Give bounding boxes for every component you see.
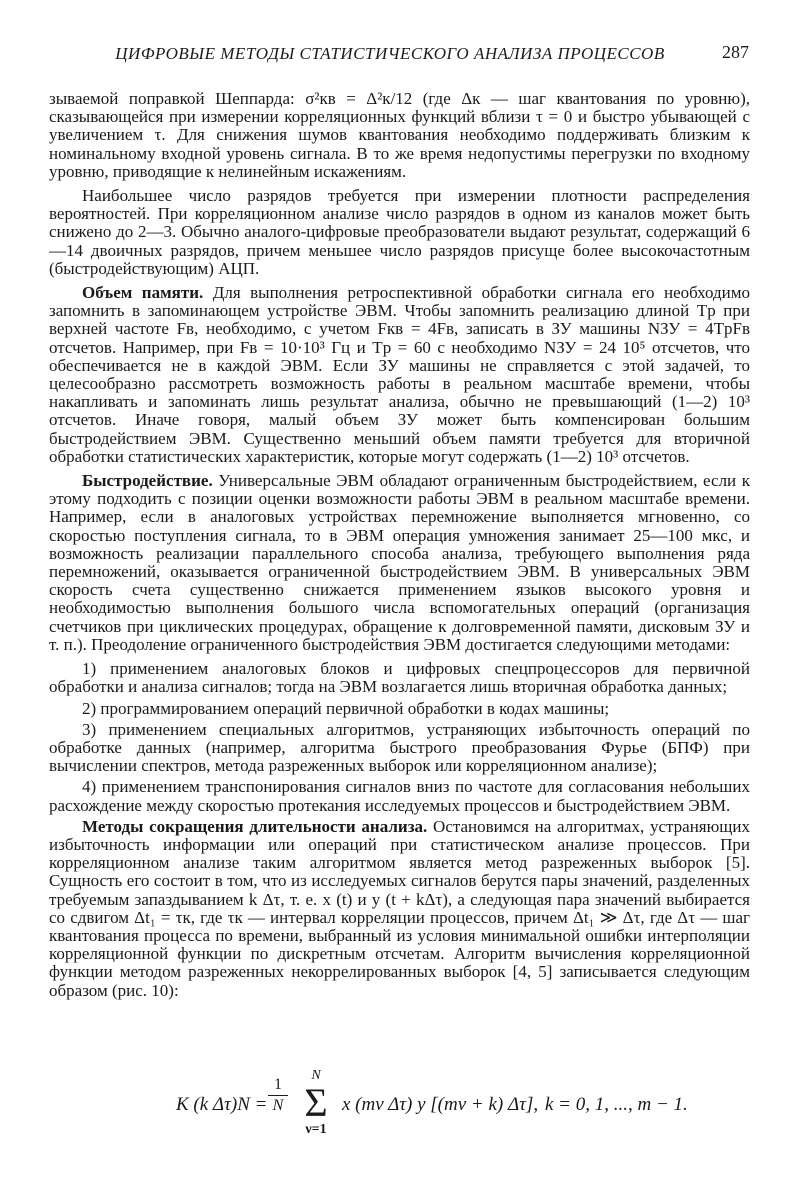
list-item: 3) применением специальных алгоритмов, устраняющих избыточность операций по обработке данных (например, алгоритма быстрого преобразования Фурье (БПФ) при вычислении спектров, метода разреженных выборок или корреляционном анализе); — [49, 719, 750, 776]
paragraph-sheppard: зываемой поправкой Шеппарда: σ²кв = Δ²к/12 (где Δк — шаг квантования по уровню), сказывающейся при измерении корреляционных функций вблизи τ = 0 и быстро убывающей с увеличением τ. Для снижения шумов квантования необходимо поддерживать близким к номинальному входной уровень сигнала. В то же время недопустимы перегрузки по входному уровню, приводящие к нелинейным искажениям. — [49, 89, 750, 181]
list-item: 4) применением транспонирования сигналов вниз по частоте для согласования небольших расхождение между скоростью протекания исследуемых процессов и быстродействием ЭВМ. — [49, 777, 750, 815]
paragraph-memory-text: Для выполнения ретроспективной обработки сигнала его необходимо запомнить в запоминающем устройстве ЭВМ. Чтобы запомнить реализацию длиной Tр при верхней частоте Fв, необходимо, с учетом Fкв = 4Fв, записать в ЗУ машины NЗУ = 4TрFв отсчетов. Например, при Fв = 10·10³ Гц и Tр = 60 с необходимо NЗУ = 24 10⁵ отсчетов, что обеспечивается не в каждой ЭВМ. Если ЗУ машины не справляется с этой задачей, то целесообразно рассмотреть возможность работы в реальном масштабе времени, чтобы накапливать и запоминать лишь результат анализа, обычно не превышающий (1—2) 10³ отсчетов. Иначе говоря, малый объем ЗУ может быть компенсирован большим быстродействием ЭВМ. Существенно меньший объем памяти требуется для вторичной обработки статистических характеристик, которые могут содержать (1—2) 10³ отсчетов. — [49, 283, 750, 466]
sum-lower-limit: ν=1 — [305, 1122, 327, 1137]
paragraph-speed — [49, 472, 750, 654]
heading-speed: Быстродействие. — [82, 471, 213, 491]
paragraph-bits: Наибольшее число разрядов требуется при измерении плотности распределения вероятностей. При корреляционном анализе число разрядов в одном из каналов может быть снижено до 2—3. Обычно аналого-цифровые преобразователи выдают результат, содержащий 6—14 двоичных разрядов, причем меньшее число разрядов присуще более высокочастотным (быстродействующим) АЦП. — [49, 186, 750, 278]
formula-lhs: K (k Δτ)N = — [176, 1094, 268, 1115]
formula-fraction — [268, 1076, 288, 1115]
correlation-formula — [0, 1046, 799, 1146]
running-title: ЦИФРОВЫЕ МЕТОДЫ СТАТИСТИЧЕСКОГО АНАЛИЗА ПРОЦЕССОВ — [115, 44, 665, 63]
page-header — [0, 44, 799, 68]
formula-rhs: x (mν Δτ) y [(mν + k) Δτ], — [342, 1094, 539, 1115]
paragraph-memory — [49, 284, 750, 466]
page-number: 287 — [722, 42, 749, 62]
list-item: 2) программированием операций первичной обработки в кодах машины; — [82, 698, 610, 718]
paragraph-methods — [49, 818, 750, 1000]
paragraph-methods-text: Остановимся на алгоритмах, устраняющих избыточность информации или операций при статистическом анализе процессов. При корреляционном анализе таким алгоритмом является метод разреженных выборок [5]. Сущность его состоит в том, что из исследуемых сигналов берутся пары значений, разделенных требуемым запаздыванием k Δτ, т. е. x (t) и y (t + kΔτ), а следующая пара значений выбирается со сдвигом Δt₁ = τк, где τк — интервал корреляции процессов, причем Δt₁ ≫ Δτ, где Δτ — шаг квантования процесса по времени, выбранный из условия минимальной ошибки интерполяции корреляционной функции по дискретным отсчетам. Алгоритм вычисления корреляционной функции методом разреженных некоррелированных выборок [4, 5] записывается следующим образом (рис. 10): — [49, 816, 750, 1000]
heading-memory: Объем памяти. — [82, 283, 204, 303]
paragraph-speed-text: Универсальные ЭВМ обладают ограниченным быстродействием, если к этому подходить с позиции оценки возможности работы ЭВМ в реальном масштабе времени. Например, если в аналоговых устройствах перемножение выполняется мгновенно, со скоростью поступления сигнала, то в ЭВМ операция умножения занимает 25—100 мкс, и возможность реализации параллельного способа анализа, требующего выполнения ряда перемножений, оказывается ограниченной быстродействием ЭВМ. В универсальных ЭВМ скорость счета существенно снижается применением языков высокого уровня и необходимостью выполнения большого числа вспомогательных операций (организация счетчиков при циклических процедурах, обращение к долговременной памяти, дисковым ЗУ и т. п.). Преодоление ограниченного быстродействия ЭВМ достигается следующими методами: — [49, 471, 750, 654]
sigma-symbol: Σ — [304, 1080, 328, 1125]
fraction-numerator: 1 — [274, 1076, 282, 1093]
fraction-bar — [268, 1095, 288, 1096]
sum-upper-limit: N — [311, 1068, 321, 1083]
formula-range: k = 0, 1, ..., m − 1. — [545, 1094, 688, 1115]
body-text — [49, 90, 750, 1006]
summation-sign — [296, 1068, 336, 1138]
list-item: 1) применением аналоговых блоков и цифровых спецпроцессоров для первичной обработки и анализа сигналов; тогда на ЭВМ возлагается лишь вторичная обработка данных; — [49, 659, 750, 697]
heading-methods: Методы сокращения длительности анализа. — [82, 816, 428, 836]
fraction-denominator: N — [272, 1097, 284, 1114]
